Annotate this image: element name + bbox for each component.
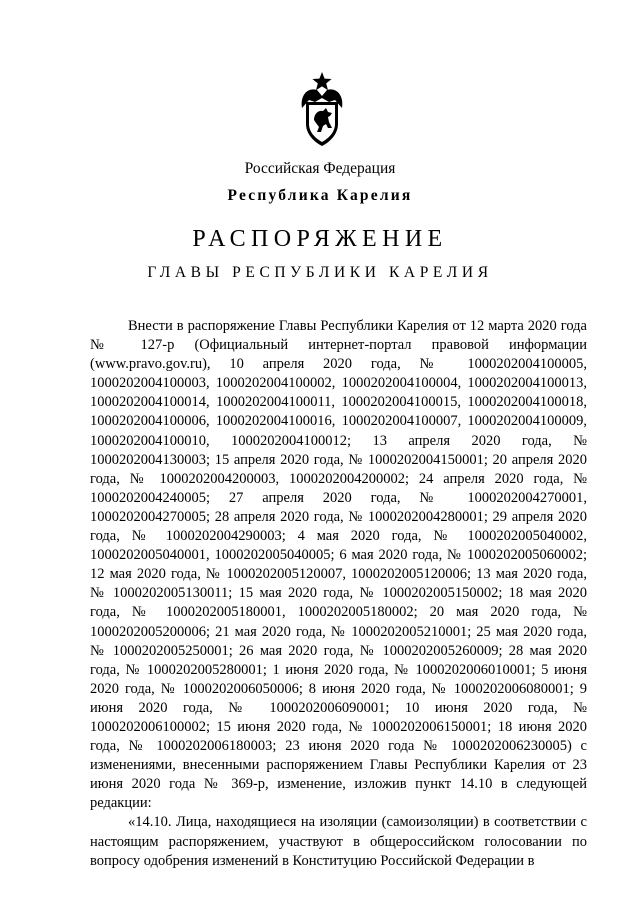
document-body [90,317,587,871]
karelia-coat-of-arms-icon [299,72,345,148]
document-type-title: РАСПОРЯЖЕНИЕ [192,226,448,252]
body-paragraph: «14.10. Лица, находящиеся на изоляции (самоизоляции) в соответствии с настоящим распоряжением, участвуют в общероссийском голосовании по вопросу одобрения изменений в Конституцию Российской Федерации в [90,814,587,869]
body-paragraph: Внести в распоряжение Главы Республики Карелия от 12 марта 2020 года № 127-р (Официальный интернет-портал правовой информации (www.pravo.gov.ru), 10 апреля 2020 года, № 1000202004100005, 1000202004100003, 1000202004100002, 1000202004100004, 1000202004100013, 1000202004100014, 1000202004100011, 1000202004100015, 1000202004100018, 1000202004100006, 1000202004100016, 1000202004100007, 1000202004100009, 1000202004100010, 1000202004100012; 13 апреля 2020 года, № 1000202004130003; 15 апреля 2020 года, № 1000202004150001; 20 апреля 2020 года, № 1000202004200003, 1000202004200002; 24 апреля 2020 года, № 1000202004240005; 27 апреля 2020 года, № 1000202004270001, 1000202004270005; 28 апреля 2020 года, № 1000202004280001; 29 апреля 2020 года, № 1000202004290003; 4 мая 2020 года, № 1000202005040002, 1000202005040001, 1000202005040005; 6 мая 2020 года, № 1000202005060002; 12 мая 2020 года, № 1000202005120007, 1000202005120006; 13 мая 2020 года, № 1000202005130011; 15 мая 2020 года, № 1000202005150002; 18 мая 2020 года, № 1000202005180001, 1000202005180002; 20 мая 2020 года, № 1000202005200006; 21 мая 2020 года, № 1000202005210001; 25 мая 2020 года, № 1000202005250001; 26 мая 2020 года, № 1000202005260009; 28 мая 2020 года, № 1000202005280001; 1 июня 2020 года, № 1000202006010001; 5 июня 2020 года, № 1000202006050006; 8 июня 2020 года, № 1000202006080001; 9 июня 2020 года, № 1000202006090001; 10 июня 2020 года, № 1000202006100002; 15 июня 2020 года, № 1000202006150001; 18 июня 2020 года, № 1000202006180003; 23 июня 2020 года № 1000202006230005) с изменениями, внесенными распоряжением Главы Республики Карелия от 23 июня 2020 года № 369-р, изменение, изложив пункт 14.10 в следующей редакции: [90,318,587,812]
federation-title: Российская Федерация [244,160,396,177]
republic-title: Республика Карелия [227,187,413,204]
issuer-title: ГЛАВЫ РЕСПУБЛИКИ КАРЕЛИЯ [147,264,493,281]
